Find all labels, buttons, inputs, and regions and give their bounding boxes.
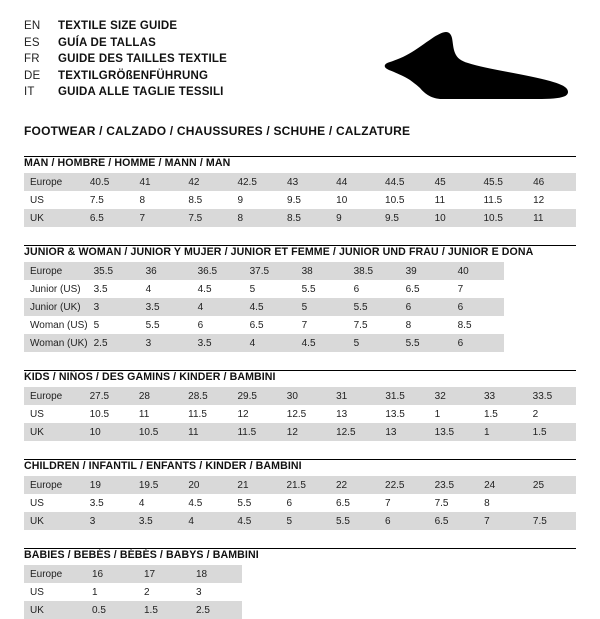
size-cell: 10.5 [477,209,527,227]
size-cell: 10 [330,191,379,209]
size-cell: 3 [190,583,242,601]
row-label: Europe [24,476,84,494]
size-cell: 4.5 [244,298,296,316]
size-cell: 30 [281,387,330,405]
size-table-title: CHILDREN / INFANTIL / ENFANTS / KINDER / BAMBINI [24,460,302,472]
size-cell: 9 [330,209,379,227]
table-row [24,512,576,530]
table-row [24,565,242,583]
size-cell: 8 [478,494,527,512]
size-cell: 5 [296,298,348,316]
size-cell: 44.5 [379,173,429,191]
size-cell: 2 [527,405,576,423]
size-cell: 17 [138,565,190,583]
size-cell: 8.5 [452,316,504,334]
size-cell: 35.5 [88,262,140,280]
size-cell: 4.5 [296,334,348,352]
row-label: UK [24,209,84,227]
language-code: FR [24,53,40,65]
size-cell [527,494,576,512]
size-cell: 4 [192,298,244,316]
language-guide-title: GUIDA ALLE TAGLIE TESSILI [58,86,224,98]
table-row [24,280,504,298]
row-label: US [24,494,84,512]
size-cell: 3.5 [88,280,140,298]
size-cell: 5.5 [348,298,400,316]
size-cell: 20 [182,476,231,494]
size-cell: 1.5 [527,423,576,441]
table-row [24,387,576,405]
size-cell: 29.5 [231,387,280,405]
row-label: UK [24,512,84,530]
language-guide-title: GUIDE DES TAILLES TEXTILE [58,53,227,65]
row-label: Europe [24,565,86,583]
row-label: Europe [24,262,88,280]
table-row [24,405,576,423]
size-cell: 38.5 [348,262,400,280]
size-cell: 43 [281,173,330,191]
size-cell: 28 [133,387,182,405]
size-cell: 45.5 [477,173,527,191]
size-cell: 6 [400,298,452,316]
size-cell: 21.5 [280,476,330,494]
size-cell: 3.5 [192,334,244,352]
size-cell: 6.5 [429,512,479,530]
size-table [24,173,576,227]
size-cell: 6 [192,316,244,334]
size-cell: 4.5 [231,512,280,530]
size-cell: 12.5 [330,423,379,441]
table-row [24,209,576,227]
language-code: DE [24,69,41,82]
table-row [24,191,576,209]
size-cell: 11 [182,423,231,441]
language-guide-title: TEXTILGRÖßENFÜHRUNG [58,69,209,82]
size-cell: 10.5 [133,423,182,441]
size-table-block-kids [24,370,576,441]
size-cell: 38 [296,262,348,280]
size-table [24,565,242,619]
size-cell: 8 [231,209,281,227]
size-cell: 13 [379,423,428,441]
size-cell: 7.5 [527,512,576,530]
size-cell: 21 [231,476,280,494]
size-cell: 4.5 [192,280,244,298]
size-cell: 27.5 [84,387,133,405]
size-cell: 10.5 [379,191,429,209]
row-label: Woman (US) [24,316,88,334]
table-row [24,173,576,191]
dress-shoe-silhouette-icon [382,30,572,112]
row-label: Europe [24,173,84,191]
size-cell: 19.5 [133,476,183,494]
size-cell: 8 [400,316,452,334]
size-cell: 3.5 [84,494,133,512]
size-cell: 6.5 [330,494,379,512]
size-cell: 11.5 [477,191,527,209]
size-table-title: KIDS / NIÑOS / DES GAMINS / KINDER / BAMBINI [24,371,276,383]
size-cell: 23.5 [429,476,479,494]
size-cell: 5 [280,512,330,530]
size-table [24,387,576,441]
size-cell: 13.5 [429,423,478,441]
size-cell: 36 [140,262,192,280]
size-cell: 45 [429,173,478,191]
size-cell: 5 [244,280,296,298]
size-cell: 5.5 [296,280,348,298]
size-cell: 3 [88,298,140,316]
row-label: Junior (UK) [24,298,88,316]
size-cell: 11.5 [182,405,231,423]
table-row [24,316,504,334]
table-row [24,334,504,352]
row-label: Europe [24,387,84,405]
size-table-title: MAN / HOMBRE / HOMME / MANN / MAN [24,157,231,169]
size-cell: 28.5 [182,387,231,405]
size-cell: 31 [330,387,379,405]
row-label: Junior (US) [24,280,88,298]
size-cell: 16 [86,565,138,583]
size-cell: 2 [138,583,190,601]
size-cell: 7.5 [84,191,134,209]
size-cell: 7.5 [182,209,231,227]
size-cell: 3.5 [140,298,192,316]
size-cell: 5 [348,334,400,352]
size-cell: 10 [84,423,133,441]
size-cell: 8.5 [281,209,330,227]
size-cell: 9.5 [379,209,429,227]
size-cell: 2.5 [190,601,242,619]
size-cell: 12 [281,423,330,441]
size-table-title: JUNIOR & WOMAN / JUNIOR Y MUJER / JUNIOR ET FEMME / JUNIOR UND FRAU / JUNIOR E DONA [24,246,534,258]
size-cell: 5.5 [330,512,379,530]
size-table-block-babies [24,548,576,619]
size-cell: 40 [452,262,504,280]
language-code: IT [24,86,35,98]
size-cell: 3.5 [133,512,183,530]
size-cell: 8 [133,191,182,209]
size-cell: 3 [140,334,192,352]
size-cell: 4 [140,280,192,298]
size-cell: 24 [478,476,527,494]
size-table [24,262,504,352]
size-table-block-junior-woman [24,245,576,352]
size-cell: 4 [182,512,231,530]
size-cell: 6.5 [400,280,452,298]
size-cell: 11 [133,405,182,423]
size-cell: 1.5 [138,601,190,619]
size-cell: 6.5 [244,316,296,334]
size-cell: 39 [400,262,452,280]
size-cell: 42.5 [231,173,281,191]
language-code: EN [24,20,41,32]
size-cell: 46 [527,173,576,191]
size-table-block-children [24,459,576,530]
size-cell: 3 [84,512,133,530]
size-cell: 42 [182,173,231,191]
size-cell: 10 [429,209,478,227]
size-cell: 8.5 [182,191,231,209]
size-cell: 7 [296,316,348,334]
size-cell: 9.5 [281,191,330,209]
size-cell: 4 [244,334,296,352]
size-cell: 1 [86,583,138,601]
size-cell: 33 [478,387,527,405]
table-row [24,476,576,494]
table-row [24,298,504,316]
size-cell: 4.5 [182,494,231,512]
size-cell: 36.5 [192,262,244,280]
table-row [24,494,576,512]
size-cell: 25 [527,476,576,494]
size-cell: 41 [133,173,182,191]
language-guide-title: TEXTILE SIZE GUIDE [58,20,178,32]
size-cell: 11.5 [231,423,280,441]
size-cell: 44 [330,173,379,191]
size-cell: 1.5 [478,405,527,423]
size-cell: 6 [452,298,504,316]
size-cell: 9 [231,191,281,209]
size-cell: 7 [452,280,504,298]
size-cell: 5.5 [400,334,452,352]
row-label: UK [24,601,86,619]
size-cell: 1 [478,423,527,441]
size-cell: 13 [330,405,379,423]
size-cell: 7.5 [429,494,479,512]
size-cell: 13.5 [379,405,428,423]
size-tables-container [24,156,576,619]
size-cell: 7 [379,494,429,512]
size-cell: 19 [84,476,133,494]
row-label: US [24,405,84,423]
size-cell: 22 [330,476,379,494]
size-cell: 40.5 [84,173,134,191]
size-cell: 5.5 [231,494,280,512]
size-cell: 0.5 [86,601,138,619]
language-guide-title: GUÍA DE TALLAS [58,36,156,49]
row-label: Woman (UK) [24,334,88,352]
language-code: ES [24,36,40,49]
size-cell: 6 [280,494,330,512]
size-cell: 32 [429,387,478,405]
size-cell: 18 [190,565,242,583]
size-cell: 37.5 [244,262,296,280]
row-label: UK [24,423,84,441]
size-cell: 6.5 [84,209,134,227]
size-cell: 12 [527,191,576,209]
size-cell: 5 [88,316,140,334]
row-label: US [24,583,86,601]
table-row [24,601,242,619]
table-row [24,423,576,441]
size-cell: 22.5 [379,476,429,494]
size-cell: 31.5 [379,387,428,405]
size-cell: 7 [133,209,182,227]
table-row [24,262,504,280]
size-cell: 11 [429,191,478,209]
size-cell: 5.5 [140,316,192,334]
size-cell: 6 [452,334,504,352]
size-cell: 7.5 [348,316,400,334]
size-table-title: BABIES / BEBÉS / BÉBÉS / BABYS / BAMBINI [24,549,259,561]
size-cell: 1 [429,405,478,423]
footwear-category-title: FOOTWEAR / CALZADO / CHAUSSURES / SCHUHE / CALZATURE [24,124,411,138]
size-cell: 6 [379,512,429,530]
page-header [24,18,576,110]
size-cell: 11 [527,209,576,227]
table-row [24,583,242,601]
size-table-block-man [24,156,576,227]
size-cell: 4 [133,494,183,512]
size-cell: 6 [348,280,400,298]
size-cell: 10.5 [84,405,133,423]
size-cell: 12.5 [281,405,330,423]
size-cell: 2.5 [88,334,140,352]
size-cell: 7 [478,512,527,530]
size-table [24,476,576,530]
size-cell: 33.5 [527,387,576,405]
row-label: US [24,191,84,209]
size-cell: 12 [231,405,280,423]
